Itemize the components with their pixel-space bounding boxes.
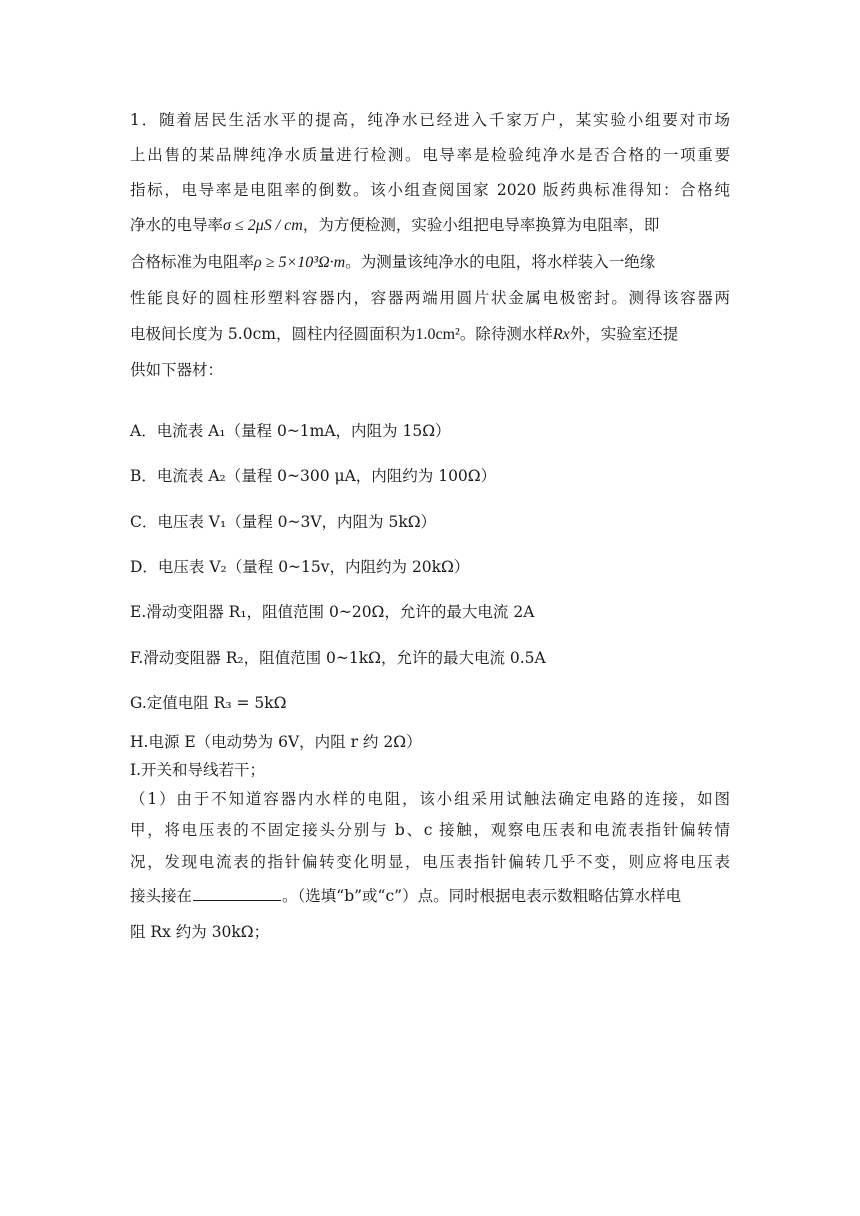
part1-line-4 xyxy=(130,886,681,906)
option-h: H.电源 E（电动势为 6V，内阻 r 约 2Ω） xyxy=(130,733,422,751)
option-d: D．电压表 V₂（量程 0~15v，内阻约为 20kΩ） xyxy=(130,558,470,576)
text-answer-suffix: 。（选填“b”或“c”）点。同时根据电表示数粗略估算水样电 xyxy=(282,887,682,905)
text-length-prefix: 电极间长度为 5.0cm，圆柱内径圆面积为 xyxy=(130,325,416,343)
text-resistivity-prefix: 合格标准为电阻率 xyxy=(130,253,255,271)
question-line-8: 供如下器材： xyxy=(130,361,224,379)
option-c: C．电压表 V₁（量程 0~3V，内阻为 5kΩ） xyxy=(130,513,437,531)
option-f: F.滑动变阻器 R₂，阻值范围 0~1kΩ，允许的最大电流 0.5A xyxy=(130,649,546,667)
text-resistivity-suffix: 。为测量该纯净水的电阻，将水样装入一绝缘 xyxy=(345,253,656,271)
part1-line-5: 阻 Rx 约为 30kΩ； xyxy=(130,923,270,941)
text-answer-prefix: 接头接在 xyxy=(130,887,193,905)
question-line-3: 指标，电导率是电阻率的倒数。该小组查阅国家 2020 版药典标准得知：合格纯 xyxy=(130,181,730,199)
question-line-7 xyxy=(130,324,678,345)
part1-line-3: 况，发现电流表的指针偏转变化明显，电压表指针偏转几乎不变，则应将电压表 xyxy=(130,853,730,871)
answer-blank[interactable] xyxy=(193,886,281,901)
question-line-4 xyxy=(130,215,659,236)
option-i: I.开关和导线若干； xyxy=(130,761,266,779)
text-conductivity-prefix: 净水的电导率 xyxy=(130,216,224,234)
area-formula: 1.0cm² xyxy=(415,326,460,343)
resistivity-formula: ρ ≥ 5×10³Ω·m xyxy=(254,254,346,271)
rx-symbol: Rx xyxy=(552,326,570,343)
text-conductivity-suffix: ，为方便检测，实验小组把电导率换算为电阻率，即 xyxy=(302,216,660,234)
part1-line-2: 甲，将电压表的不固定接头分别与 b、c 接触，观察电压表和电流表指针偏转情 xyxy=(130,821,730,839)
text-sample-suffix: 外，实验室还提 xyxy=(569,325,679,343)
question-line-5 xyxy=(130,252,655,273)
question-line-1: 1．随着居民生活水平的提高，纯净水已经进入千家万户，某实验小组要对市场 xyxy=(130,111,730,129)
option-e: E.滑动变阻器 R₁，阻值范围 0~20Ω，允许的最大电流 2A xyxy=(130,603,535,621)
conductivity-formula: σ ≤ 2μS / cm xyxy=(223,217,303,234)
option-g: G.定值电阻 R₃ = 5kΩ xyxy=(130,694,287,712)
option-a: A．电流表 A₁（量程 0~1mA，内阻为 15Ω） xyxy=(130,422,451,440)
question-line-2: 上出售的某品牌纯净水质量进行检测。电导率是检验纯净水是否合格的一项重要 xyxy=(130,146,730,164)
part1-line-1: （1）由于不知道容器内水样的电阻，该小组采用试触法确定电路的连接，如图 xyxy=(130,790,730,808)
text-sample-prefix: 。除待测水样 xyxy=(459,325,553,343)
question-line-6: 性能良好的圆柱形塑料容器内，容器两端用圆片状金属电极密封。测得该容器两 xyxy=(130,289,730,307)
option-b: B．电流表 A₂（量程 0~300 μA，内阻约为 100Ω） xyxy=(130,467,497,485)
